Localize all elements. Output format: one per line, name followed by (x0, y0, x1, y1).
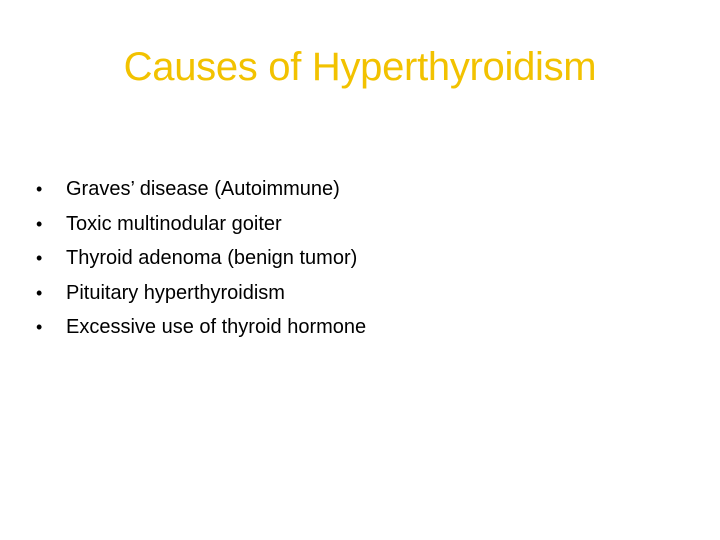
bullet-text: Toxic multinodular goiter (66, 212, 282, 235)
bullet-text: Excessive use of thyroid hormone (66, 316, 367, 338)
bullet-text: Thyroid adenoma (benign tumor) (66, 247, 358, 269)
list-item (36, 276, 366, 311)
bullet-icon: • (36, 282, 43, 303)
list-item (36, 207, 366, 242)
bullet-icon: • (36, 317, 43, 337)
bullet-icon: • (36, 213, 43, 234)
bullet-icon: • (36, 179, 43, 199)
bullet-text: Pituitary hyperthyroidism (66, 281, 285, 304)
list-item (36, 172, 366, 207)
list-item (36, 241, 366, 276)
bullet-icon: • (36, 248, 43, 268)
list-item (36, 310, 366, 345)
bullet-list (36, 172, 366, 345)
bullet-text: Graves’ disease (Autoimmune) (66, 178, 340, 200)
slide-title: Causes of Hyperthyroidism (123, 45, 597, 89)
